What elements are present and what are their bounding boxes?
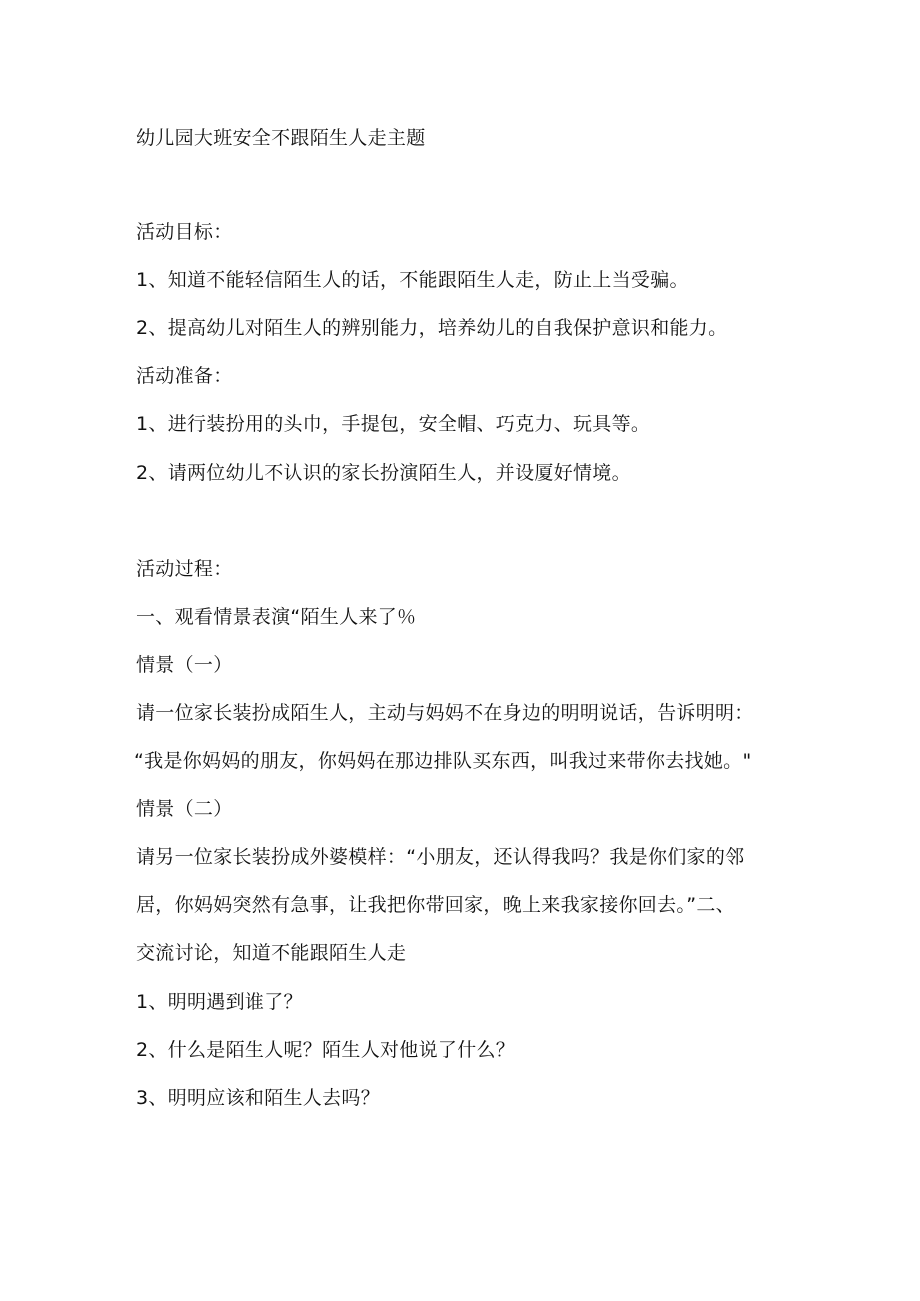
goals-heading: 活动目标： xyxy=(136,221,233,243)
prep-heading: 活动准备： xyxy=(136,365,233,387)
scene-1-heading: 情景（一） xyxy=(136,654,233,676)
scene-1-line-2: “我是你妈妈的朋友，你妈妈在那边排队买东西，叫我过来带你去找她。" xyxy=(134,750,752,772)
question-item-2: 2、什么是陌生人呢？陌生人对他说了什么？ xyxy=(136,1039,516,1061)
prep-item-2: 2、请两位幼儿不认识的家长扮演陌生人，并设厦好情境。 xyxy=(136,462,631,484)
scene-2-line-2: 居，你妈妈突然有急事，让我把你带回家，晚上来我家接你回去。”二、 xyxy=(136,894,735,916)
document-title: 幼儿园大班安全不跟陌生人走主题 xyxy=(136,127,426,149)
goal-item-2: 2、提高幼儿对陌生人的辨别能力，培养幼儿的自我保护意识和能力。 xyxy=(136,317,728,339)
process-heading: 活动过程： xyxy=(136,558,233,580)
goal-item-1: 1、知道不能轻信陌生人的话，不能跟陌生人走，防止上当受骗。 xyxy=(136,269,689,291)
scene-1-line-1: 请一位家长装扮成陌生人，主动与妈妈不在身边的明明说话，告诉明明： xyxy=(136,702,754,724)
question-item-1: 1、明明遇到谁了？ xyxy=(136,991,303,1013)
scene-2-line-3: 交流讨论，知道不能跟陌生人走 xyxy=(136,942,407,964)
prep-item-1: 1、进行装扮用的头巾，手提包，安全帽、巧克力、玩具等。 xyxy=(136,413,651,435)
scene-2-heading: 情景（二） xyxy=(136,798,233,820)
process-part-1: 一、观看情景表演“陌生人来了％ xyxy=(136,606,417,628)
scene-2-line-1: 请另一位家长装扮成外婆模样：“小朋友，还认得我吗？我是你们家的邻 xyxy=(136,846,745,868)
question-item-3: 3、明明应该和陌生人去吗？ xyxy=(136,1087,380,1109)
